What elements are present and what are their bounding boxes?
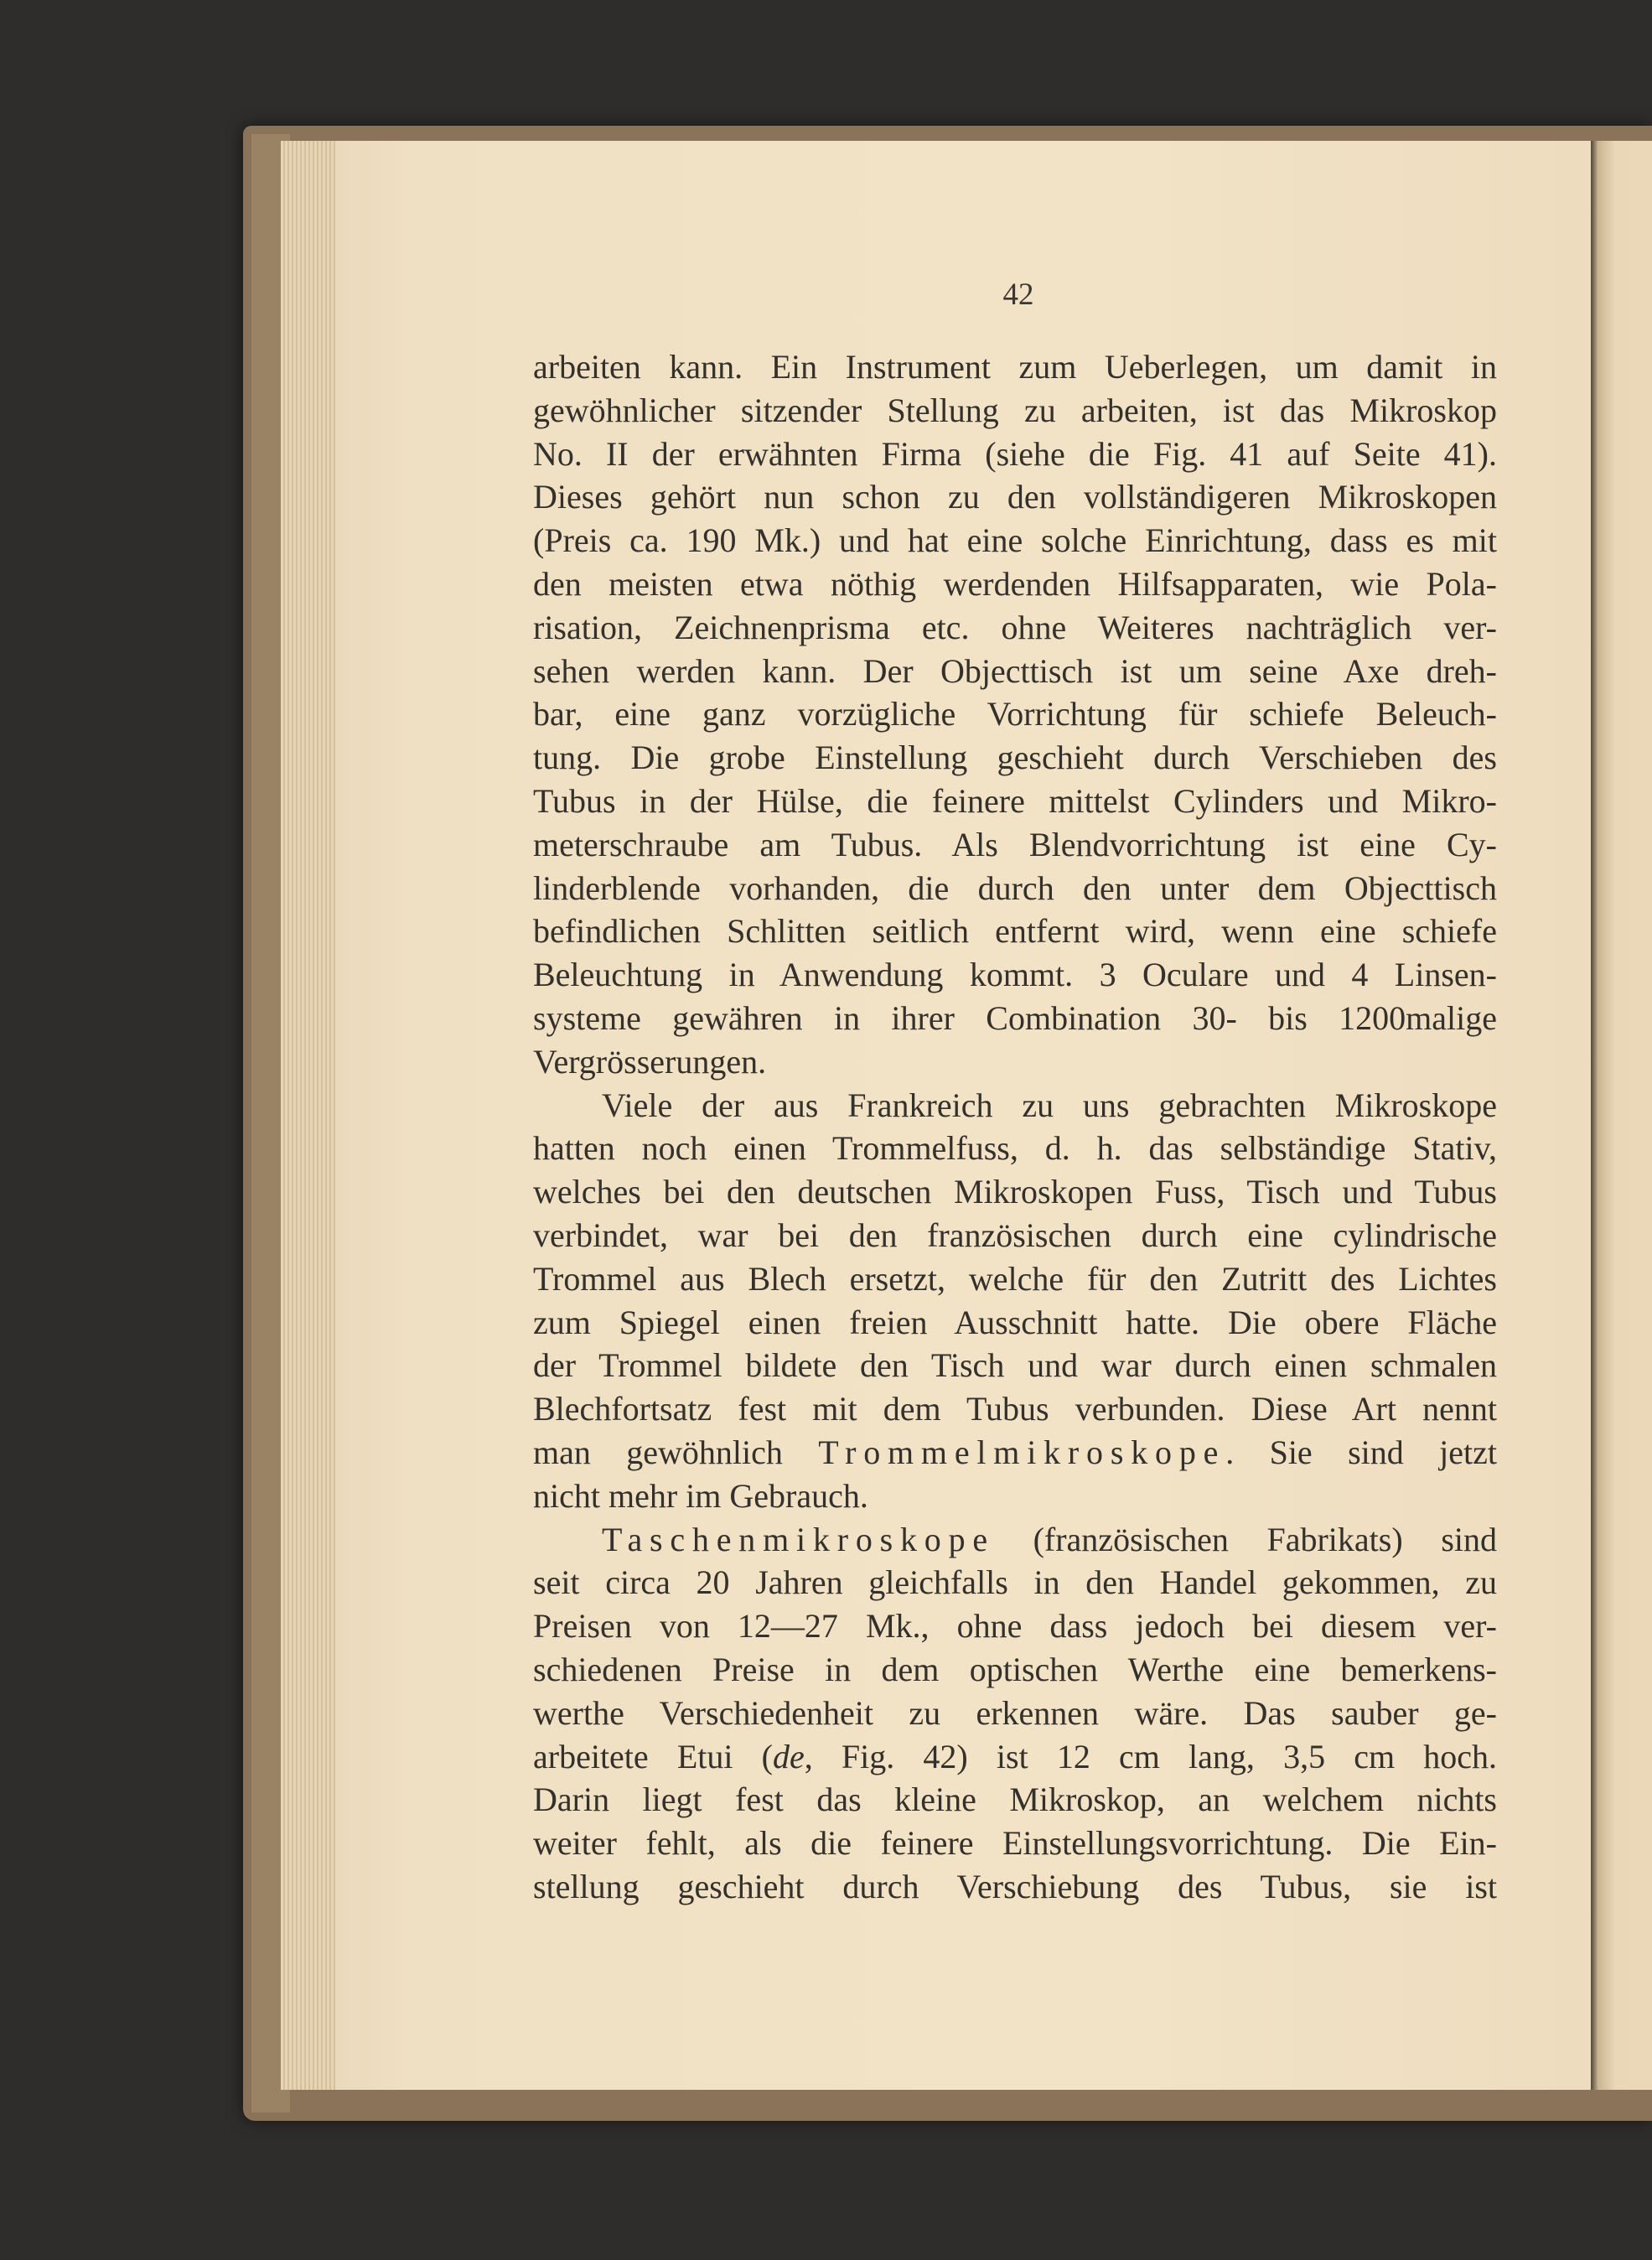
text-line: nicht mehr im Gebrauch. (533, 1476, 868, 1515)
text-line: Dieses gehört nun schon zu den vollständigeren Mikroskopen (533, 478, 1497, 516)
text-line: werthe Verschiedenheit zu erkennen wäre. Das sauber ge- (533, 1693, 1497, 1732)
text-line: seit circa 20 Jahren gleichfalls in den Handel gekommen, zu (533, 1563, 1497, 1602)
text-line: Blechfortsatz fest mit dem Tubus verbunden. Diese Art nennt (533, 1390, 1497, 1428)
page-text (533, 345, 1497, 1909)
text-line: stellung geschieht durch Verschiebung des Tubus, sie ist (533, 1867, 1497, 1905)
text-segment: man gewöhnlich (533, 1433, 819, 1471)
text-line: Beleuchtung in Anwendung kommt. 3 Oculare und 4 Linsen- (533, 956, 1497, 994)
paragraph-2 (533, 1084, 1497, 1518)
text-line: linderblende vorhanden, die durch den unter dem Objecttisch (533, 868, 1497, 907)
text-line: den meisten etwa nöthig werdenden Hilfsapparaten, wie Pola- (533, 564, 1497, 603)
text-segment: , Fig. 42) ist 12 cm lang, 3,5 cm hoch. (804, 1737, 1498, 1775)
paragraph-1 (533, 345, 1497, 1084)
text-line: No. II der erwähnten Firma (siehe die Fig. 41 auf Seite 41). (533, 434, 1497, 473)
text-line: tung. Die grobe Einstellung geschieht durch Verschieben des (533, 739, 1497, 777)
text-line: systeme gewähren in ihrer Combination 30- bis 1200malige (533, 998, 1497, 1037)
text-line: hatten noch einen Trommelfuss, d. h. das selbständige Stativ, (533, 1129, 1497, 1168)
text-segment: arbeitete Etui ( (533, 1737, 773, 1775)
text-line: bar, eine ganz vorzügliche Vorrichtung für schiefe Beleuch- (533, 695, 1497, 733)
page-number: 42 (1002, 277, 1034, 312)
text-line: meterschraube am Tubus. Als Blendvorrichtung ist eine Cy- (533, 825, 1497, 863)
text-line: (Preis ca. 190 Mk.) und hat eine solche Einrichtung, dass es mit (533, 521, 1497, 560)
page-edges (281, 141, 344, 2090)
text-line: Vergrösserungen. (533, 1042, 767, 1081)
text-line: befindlichen Schlitten seitlich entfernt wird, wenn eine schiefe (533, 912, 1497, 951)
facing-page-edge (1591, 141, 1652, 2090)
text-line: sehen werden kann. Der Objecttisch ist um seine Axe dreh- (533, 651, 1497, 690)
text-line: weiter fehlt, als die feinere Einstellungsvorrichtung. Die Ein- (533, 1824, 1497, 1863)
text-line: zum Spiegel einen freien Ausschnitt hatte. Die obere Fläche (533, 1303, 1497, 1341)
emphasized-term: Taschenmikroskope (602, 1520, 995, 1558)
text-line: schiedenen Preise in dem optischen Werthe eine bemerkens- (533, 1650, 1497, 1688)
text-line: welches bei den deutschen Mikroskopen Fuss, Tisch und Tubus (533, 1173, 1497, 1211)
text-line: Darin liegt fest das kleine Mikroskop, an welchem nichts (533, 1781, 1497, 1819)
text-line (533, 1518, 1497, 1562)
text-line: arbeiten kann. Ein Instrument zum Ueberlegen, um damit in (533, 348, 1497, 386)
text-line: Preisen von 12—27 Mk., ohne dass jedoch bei diesem ver- (533, 1607, 1497, 1646)
italic-reference: de (772, 1737, 805, 1775)
paragraph-3 (533, 1518, 1497, 1909)
text-line (533, 1735, 1497, 1779)
text-line: risation, Zeichnenprisma etc. ohne Weiteres nachträglich ver- (533, 608, 1497, 646)
text-line: verbindet, war bei den französischen durch eine cylindrische (533, 1216, 1497, 1254)
text-line: der Trommel bildete den Tisch und war durch einen schmalen (533, 1346, 1497, 1385)
text-segment: . Sie sind jetzt (1225, 1433, 1497, 1471)
text-line: Trommel aus Blech ersetzt, welche für den Zutritt des Lichtes (533, 1259, 1497, 1298)
text-line: gewöhnlicher sitzender Stellung zu arbeiten, ist das Mikroskop (533, 391, 1497, 429)
text-segment: (französischen Fabrikats) sind (994, 1520, 1497, 1558)
text-line: Tubus in der Hülse, die feinere mittelst Cylinders und Mikro- (533, 781, 1497, 820)
emphasized-term: Trommelmikroskope (818, 1433, 1226, 1471)
text-line (533, 1431, 1497, 1475)
text-line: Viele der aus Frankreich zu uns gebrachten Mikroskope (602, 1086, 1497, 1124)
